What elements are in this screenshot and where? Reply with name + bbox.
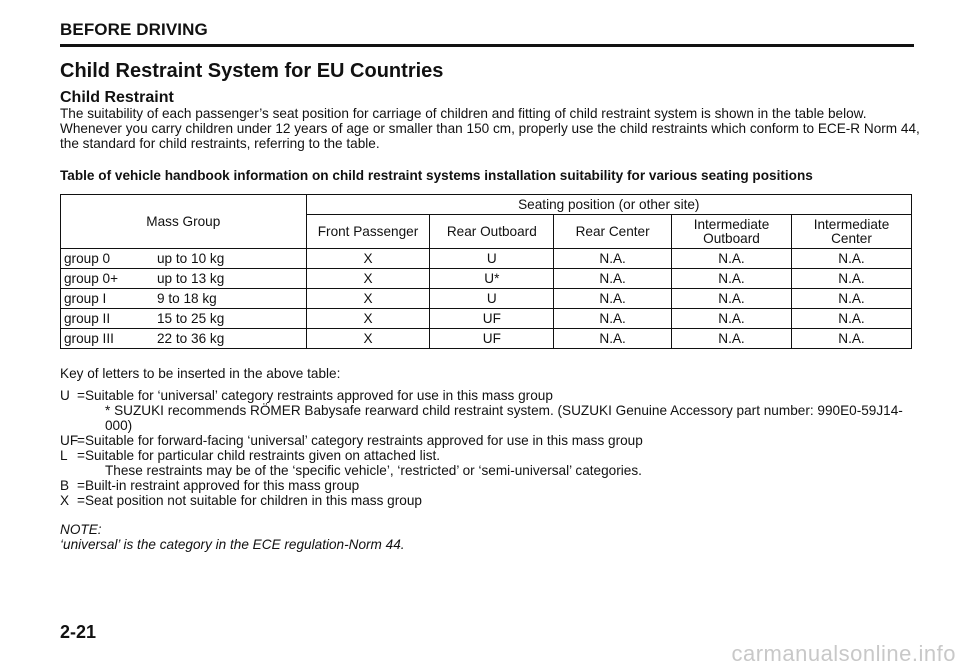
suitability-cell: N.A. — [791, 289, 911, 309]
suitability-cell: N.A. — [554, 249, 672, 269]
key-item — [60, 388, 920, 433]
suitability-cell: N.A. — [672, 309, 792, 329]
suitability-cell: X — [306, 289, 430, 309]
suitability-cell: X — [306, 309, 430, 329]
page-number: 2-21 — [60, 622, 97, 642]
suitability-cell: N.A. — [554, 309, 672, 329]
key-letter: X — [60, 493, 70, 508]
table-row — [61, 309, 912, 329]
mass-range: 22 to 36 kg — [157, 330, 225, 346]
key-description: =Suitable for forward-facing ‘universal’ category restraints approved for use in this mass group — [77, 433, 643, 448]
suitability-cell: N.A. — [554, 289, 672, 309]
suitability-cell: U* — [430, 269, 554, 289]
suitability-cell: N.A. — [791, 309, 911, 329]
key-letter: L — [60, 448, 68, 463]
suitability-cell: N.A. — [791, 329, 911, 349]
note-block — [60, 522, 405, 552]
mass-group-cell — [61, 329, 307, 349]
seating-position-header: Seating position (or other site) — [306, 195, 911, 215]
key-text — [77, 433, 920, 448]
column-header: Rear Outboard — [430, 215, 554, 249]
key-item — [60, 493, 920, 508]
mass-group-cell — [61, 249, 307, 269]
key-list — [60, 388, 920, 508]
key-letter: UF — [60, 433, 79, 448]
table-row — [61, 329, 912, 349]
key-description: =Seat position not suitable for children in this mass group — [77, 493, 422, 508]
intro-paragraph: The suitability of each passenger’s seat position for carriage of children and fitting of child restraint system is shown in the table below. Whenever you carry children under 12 years of age or smaller than 150 cm, properly use the child restraints which conform to ECE-R Norm 44, the standard for child restraints, referring to the table. — [60, 106, 920, 151]
mass-group-cell — [61, 289, 307, 309]
column-header: Intermediate Center — [791, 215, 911, 249]
table-body — [61, 249, 912, 349]
key-note: * SUZUKI recommends RÖMER Babysafe rearward child restraint system. (SUZUKI Genuine Accessory part number: 990E0-59J14-000) — [105, 403, 903, 433]
key-item — [60, 478, 920, 493]
mass-group-cell — [61, 309, 307, 329]
suitability-cell: X — [306, 329, 430, 349]
section-header: BEFORE DRIVING — [60, 20, 208, 39]
suitability-cell: N.A. — [672, 329, 792, 349]
header-rule — [60, 44, 914, 47]
mass-range: up to 10 kg — [157, 250, 225, 266]
mass-group-header: Mass Group — [61, 195, 307, 249]
group-label: group 0 — [64, 250, 111, 266]
seating-table — [60, 194, 912, 349]
key-letter: U — [60, 388, 70, 403]
table-row — [61, 289, 912, 309]
key-text — [77, 493, 920, 508]
suitability-cell: UF — [430, 329, 554, 349]
key-description: =Built-in restraint approved for this mass group — [77, 478, 360, 493]
key-letter: B — [60, 478, 70, 493]
key-item — [60, 433, 920, 448]
page-title: Child Restraint System for EU Countries — [60, 60, 444, 82]
suitability-cell: N.A. — [554, 269, 672, 289]
key-text — [77, 388, 920, 433]
group-label: group 0+ — [64, 270, 119, 286]
mass-group-cell — [61, 269, 307, 289]
column-header: Intermediate Outboard — [672, 215, 792, 249]
suitability-cell: U — [430, 289, 554, 309]
group-label: group III — [64, 330, 114, 346]
suitability-cell: X — [306, 269, 430, 289]
group-label: group I — [64, 290, 107, 306]
key-description: =Suitable for ‘universal’ category restraints approved for use in this mass group — [77, 388, 553, 403]
suitability-cell: N.A. — [791, 269, 911, 289]
note-text: ‘universal’ is the category in the ECE regulation-Norm 44. — [60, 537, 405, 552]
mass-range: 9 to 18 kg — [157, 290, 217, 306]
suitability-cell: X — [306, 249, 430, 269]
suitability-cell: UF — [430, 309, 554, 329]
mass-range: 15 to 25 kg — [157, 310, 225, 326]
suitability-cell: N.A. — [672, 269, 792, 289]
suitability-cell: N.A. — [554, 329, 672, 349]
key-intro: Key of letters to be inserted in the above table: — [60, 366, 341, 381]
key-text — [77, 448, 920, 478]
key-description: =Suitable for particular child restraints given on attached list. — [77, 448, 441, 463]
table-row — [61, 269, 912, 289]
mass-range: up to 13 kg — [157, 270, 225, 286]
column-header: Rear Center — [554, 215, 672, 249]
table-row — [61, 249, 912, 269]
suitability-cell: N.A. — [672, 249, 792, 269]
suitability-cell: N.A. — [672, 289, 792, 309]
section-subtitle: Child Restraint — [60, 89, 174, 106]
column-header: Front Passenger — [306, 215, 430, 249]
suitability-cell: N.A. — [791, 249, 911, 269]
watermark: carmanualsonline.info — [731, 641, 956, 666]
group-label: group II — [64, 310, 111, 326]
note-label: NOTE: — [60, 522, 102, 537]
key-text — [77, 478, 920, 493]
table-header-row — [61, 195, 912, 215]
key-note: These restraints may be of the ‘specific vehicle’, ‘restricted’ or ‘semi-universal’ categories. — [105, 463, 642, 478]
suitability-cell: U — [430, 249, 554, 269]
key-item — [60, 448, 920, 478]
table-title: Table of vehicle handbook information on child restraint systems installation suitability for various seating positions — [60, 168, 813, 183]
